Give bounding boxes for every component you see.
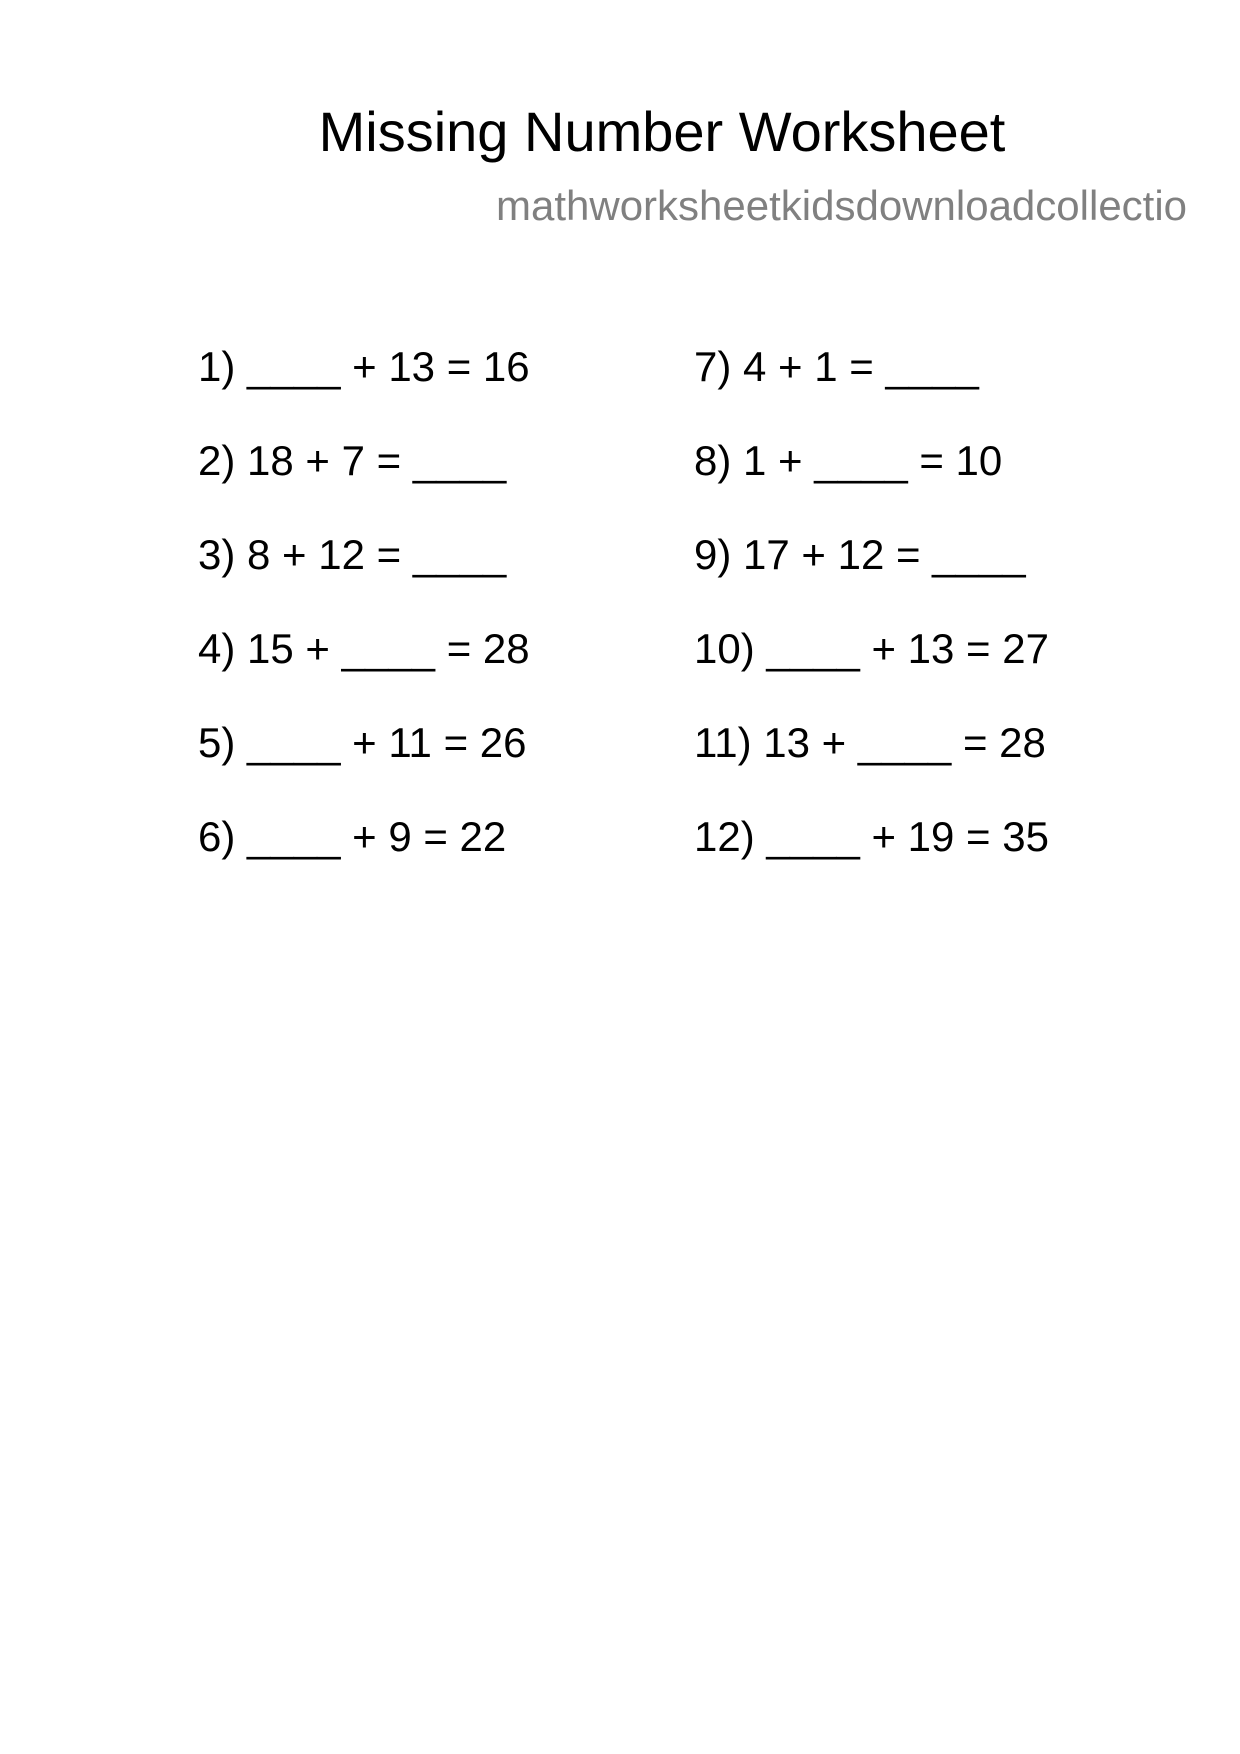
problem-11: 11) 13 + ____ = 28 [694,719,1046,766]
watermark-text: mathworksheetkidsdownloadcollectio [496,182,1188,229]
worksheet-title: Missing Number Worksheet [318,100,1006,163]
problem-12: 12) ____ + 19 = 35 [694,813,1049,860]
problems-left-column [198,343,530,907]
problems-right-column [694,343,1049,907]
problem-2: 2) 18 + 7 = ____ [198,437,507,484]
problem-9: 9) 17 + 12 = ____ [694,531,1026,578]
problem-8: 8) 1 + ____ = 10 [694,437,1003,484]
problem-7: 7) 4 + 1 = ____ [694,343,979,390]
problem-4: 4) 15 + ____ = 28 [198,625,530,672]
problem-10: 10) ____ + 13 = 27 [694,625,1049,672]
problem-1: 1) ____ + 13 = 16 [198,343,530,390]
problem-3: 3) 8 + 12 = ____ [198,531,507,578]
problem-6: 6) ____ + 9 = 22 [198,813,507,860]
problem-5: 5) ____ + 11 = 26 [198,719,527,766]
